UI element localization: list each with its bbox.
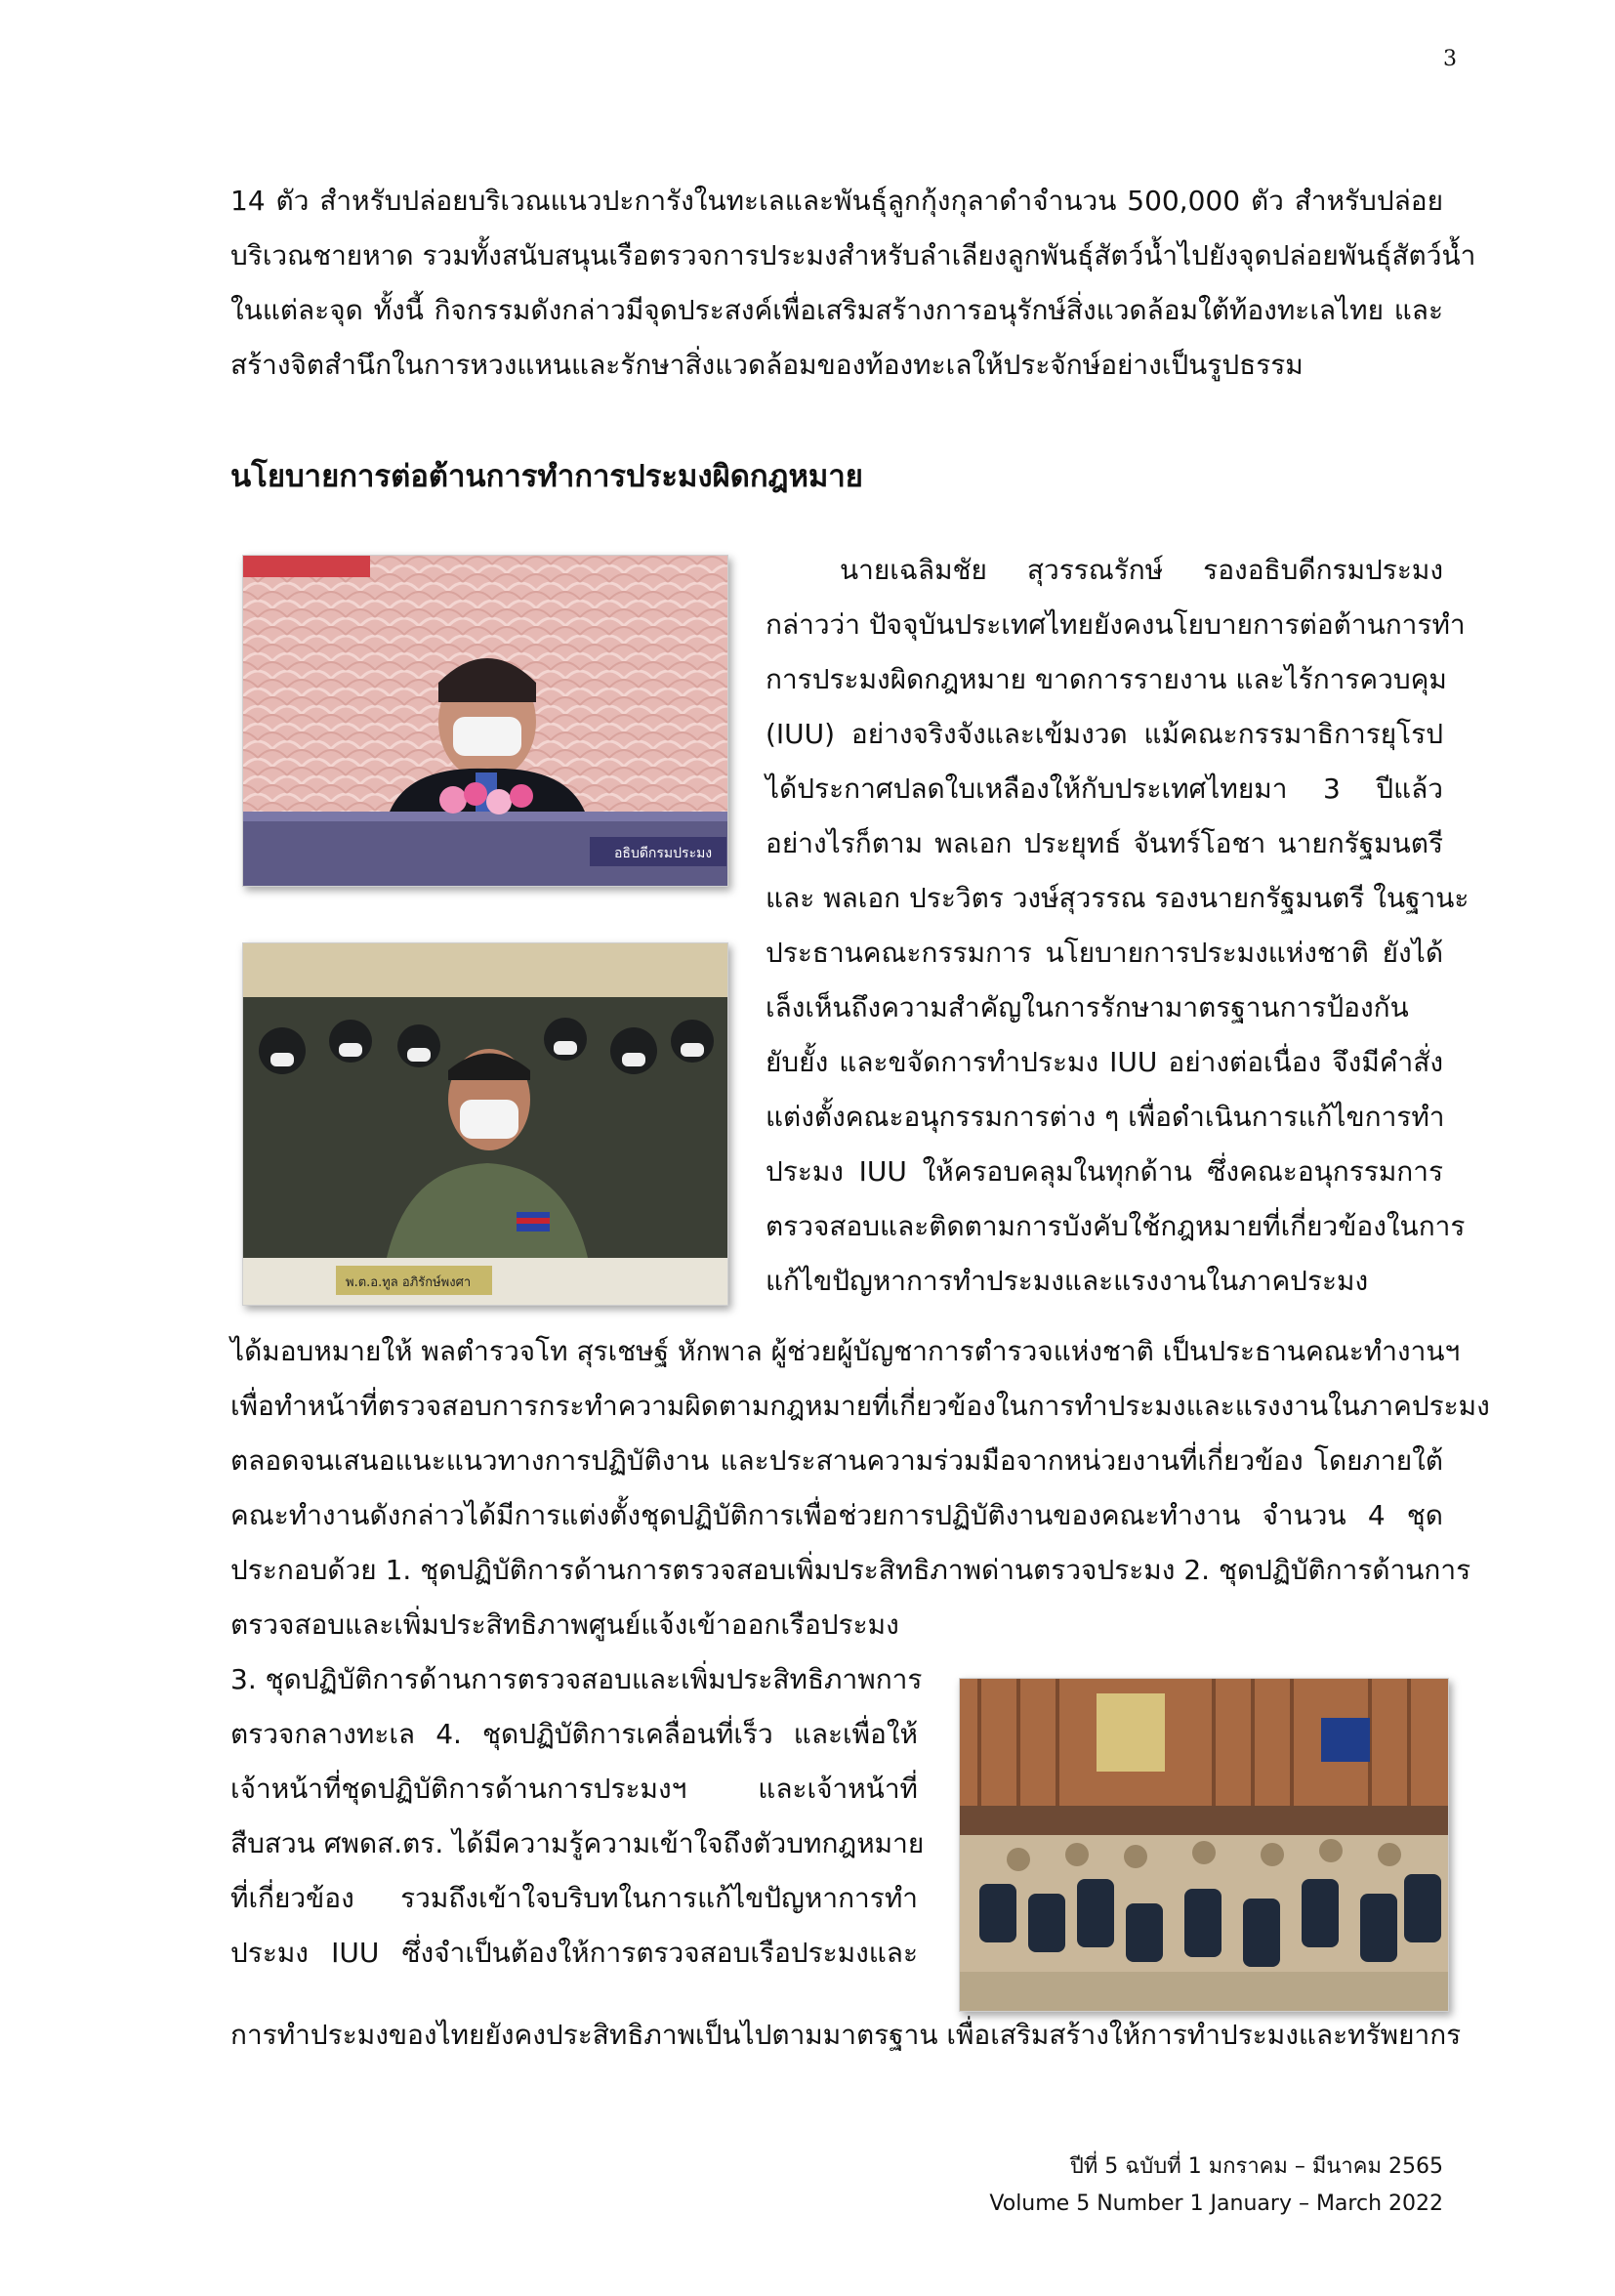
text-line: เล็งเห็นถึงความสำคัญในการรักษามาตรฐานการป้องกัน (766, 991, 1409, 1023)
text-line: เจ้าหน้าที่ชุดปฏิบัติการด้านการประมงฯ และเจ้าหน้าที่ (230, 1773, 918, 1805)
text-line: ตลอดจนเสนอแนะแนวทางการปฏิบัติงาน และประสานความร่วมมือจากหน่วยงานที่เกี่ยวข้อง โดยภายใต้ (230, 1444, 1443, 1477)
text-line: ประมง IUU ซึ่งจำเป็นต้องให้การตรวจสอบเรือประมงและ (230, 1937, 918, 1969)
footer-thai: ปีที่ 5 ฉบับที่ 1 มกราคม – มีนาคม 2565 (1069, 2154, 1443, 2179)
text-line: แก้ไขปัญหาการทำประมงและแรงงานในภาคประมง (766, 1265, 1369, 1297)
page-number: 3 (1443, 47, 1457, 71)
text-line: ในแต่ละจุด ทั้งนี้ กิจกรรมดังกล่าวมีจุดประสงค์เพื่อเสริมสร้างการอนุรักษ์สิ่งแวดล้อมใต้ท้องทะเลไทย และ (230, 294, 1443, 326)
footer-english: Volume 5 Number 1 January – March 2022 (989, 2192, 1443, 2216)
text-line: ได้ประกาศปลดใบเหลืองให้กับประเทศไทยมา 3 ปีแล้ว (766, 772, 1443, 805)
text-line: แต่งตั้งคณะอนุกรรมการต่าง ๆ เพื่อดำเนินการแก้ไขการทำ (766, 1101, 1445, 1133)
text-line: ที่เกี่ยวข้อง รวมถึงเข้าใจบริบทในการแก้ไขปัญหาการทำ (230, 1882, 918, 1914)
text-line: เพื่อทำหน้าที่ตรวจสอบการกระทำความผิดตามกฎหมายที่เกี่ยวข้องในการทำประมงและแรงงานในภาคประมง (230, 1390, 1490, 1422)
photo-speaker (242, 555, 728, 887)
text-line: ประธานคณะกรรมการ นโยบายการประมงแห่งชาติ ยังได้ (766, 937, 1443, 969)
text-line: และ พลเอก ประวิตร วงษ์สุวรรณ รองนายกรัฐมนตรี ในฐานะ (766, 882, 1470, 914)
officer-caption: พ.ต.อ.ทูล อภิรักษ์พงศา (346, 1275, 472, 1290)
text-line: 14 ตัว สำหรับปล่อยบริเวณแนวปะการังในทะเลและพันธุ์ลูกกุ้งกุลาดำจำนวน 500,000 ตัว สำหรับปล่อย (230, 185, 1443, 217)
text-line: ตรวจสอบและติดตามการบังคับใช้กฎหมายที่เกี่ยวข้องในการ (766, 1210, 1466, 1242)
full-paragraph (230, 1324, 1490, 1598)
final-line: การทำประมงของไทยยังคงประสิทธิภาพเป็นไปตามมาตรฐาน เพื่อเสริมสร้างให้การทำประมงและทรัพยากร (230, 2019, 1462, 2051)
text-line: สืบสวน ศพดส.ตร. ได้มีความรู้ความเข้าใจถึงตัวบทกฎหมาย (230, 1827, 925, 1859)
text-line: ยับยั้ง และขจัดการทำประมง IUU อย่างต่อเนื่อง จึงมีคำสั่ง (766, 1046, 1443, 1078)
text-line: ได้มอบหมายให้ พลตำรวจโท สุรเชษฐ์ หักพาล ผู้ช่วยผู้บัญชาการตำรวจแห่งชาติ เป็นประธานคณะทำงานฯ (230, 1335, 1461, 1367)
left-paragraph (230, 1598, 925, 1981)
text-line: การประมงผิดกฎหมาย ขาดการรายงาน และไร้การควบคุม (766, 663, 1447, 695)
text-line: กล่าวว่า ปัจจุบันประเทศไทยยังคงนโยบายการต่อต้านการทำ (766, 608, 1466, 641)
intro-paragraph (230, 174, 1476, 393)
text-line: บริเวณชายหาด รวมทั้งสนับสนุนเรือตรวจการประมงสำหรับลำเลียงลูกพันธุ์สัตว์น้ำไปยังจุดปล่อยพันธุ์สัตว์น้ำ (230, 239, 1476, 271)
photo-auditorium (959, 1678, 1449, 2012)
section-heading: นโยบายการต่อต้านการทำการประมงผิดกฎหมาย (230, 459, 863, 494)
text-line: ตรวจสอบและเพิ่มประสิทธิภาพศูนย์แจ้งเข้าออกเรือประมง (230, 1608, 899, 1641)
text-line: ตรวจกลางทะเล 4. ชุดปฏิบัติการเคลื่อนที่เร็ว และเพื่อให้ (230, 1718, 918, 1750)
speaker-caption: อธิบดีกรมประมง (614, 846, 713, 861)
text-line: นายเฉลิมชัย สุวรรณรักษ์ รองอธิบดีกรมประมง (840, 554, 1443, 586)
text-line: ประมง IUU ให้ครอบคลุมในทุกด้าน ซึ่งคณะอนุกรรมการ (766, 1155, 1443, 1188)
column-paragraph (766, 543, 1470, 1309)
photo-officers (242, 942, 728, 1306)
text-line: คณะทำงานดังกล่าวได้มีการแต่งตั้งชุดปฏิบัติการเพื่อช่วยการปฏิบัติงานของคณะทำงาน จำนวน 4 ชุด (230, 1499, 1443, 1531)
text-line: (IUU) อย่างจริงจังและเข้มงวด แม้คณะกรรมาธิการยุโรป (766, 718, 1443, 750)
text-line: สร้างจิตสำนึกในการหวงแหนและรักษาสิ่งแวดล้อมของท้องทะเลให้ประจักษ์อย่างเป็นรูปธรรม (230, 349, 1304, 381)
text-line: ประกอบด้วย 1. ชุดปฏิบัติการด้านการตรวจสอบเพิ่มประสิทธิภาพด่านตรวจประมง 2. ชุดปฏิบัติการด้านการ (230, 1554, 1471, 1586)
text-line: 3. ชุดปฏิบัติการด้านการตรวจสอบและเพิ่มประสิทธิภาพการ (230, 1663, 923, 1695)
text-line: อย่างไรก็ตาม พลเอก ประยุทธ์ จันทร์โอชา นายกรัฐมนตรี (766, 827, 1443, 859)
